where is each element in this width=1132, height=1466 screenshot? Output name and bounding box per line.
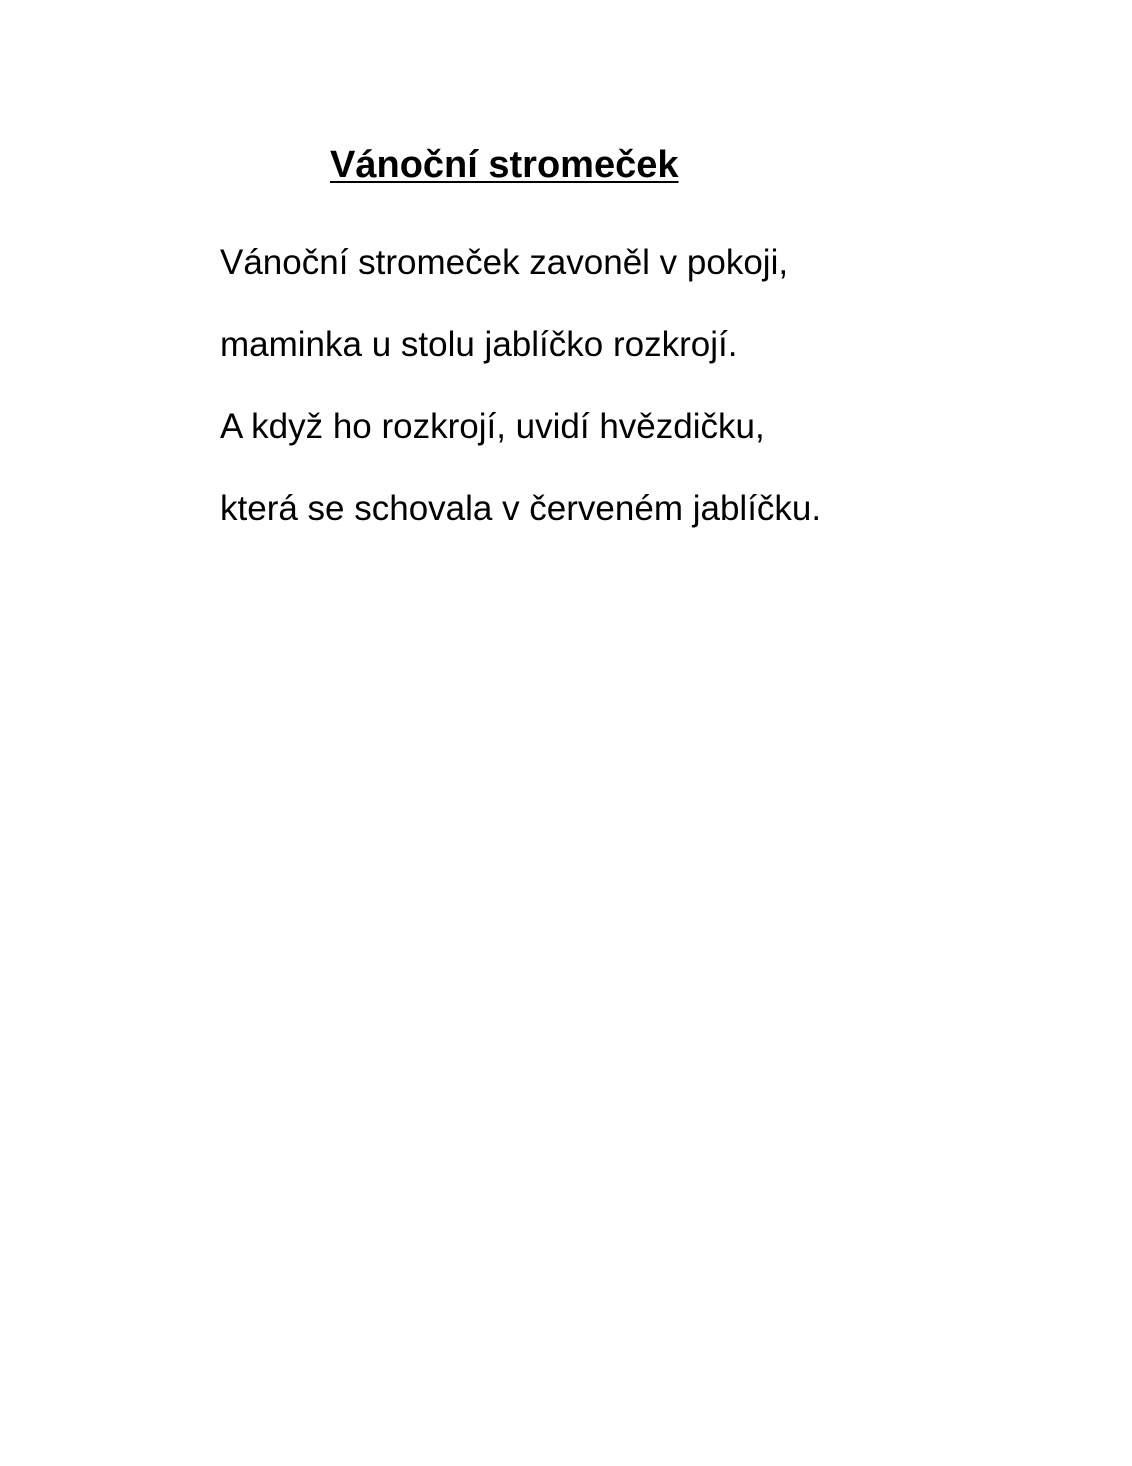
poem-line: Vánoční stromeček zavoněl v pokoji,: [220, 243, 789, 282]
poem-line: A když ho rozkrojí, uvidí hvězdičku,: [220, 407, 765, 446]
poem-line: maminka u stolu jablíčko rozkrojí.: [220, 325, 738, 364]
poem-line: která se schovala v červeném jablíčku.: [220, 489, 822, 528]
poem-title: Vánoční stromeček: [330, 144, 679, 186]
poem-body: [220, 222, 821, 550]
